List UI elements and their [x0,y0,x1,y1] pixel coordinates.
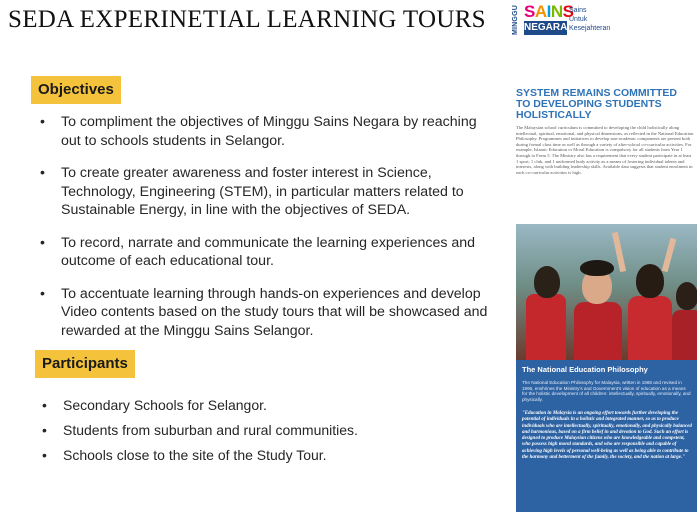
logo-letter: A [534,2,547,21]
participant-item: • Schools close to the site of the Study Tour. [42,446,482,464]
logo-tagline-line: Untuk [569,16,588,23]
participant-item: • Secondary Schools for Selangor. [42,396,482,414]
objective-item: • To accentuate learning through hands-on experiences and develop Video contents based on the study tours that will be showcased and rewarded at the Minggu Sains Selangor. [40,285,490,341]
logo-letter: N [550,2,563,21]
objective-item: • To create greater awareness and foster interest in Science, Technology, Engineering (STEM), in particular matters related to Sustainable Energy, in line with the objectives of SEDA. [40,164,490,220]
philosophy-title: The National Education Philosophy [522,365,648,374]
participant-item: • Students from suburban and rural communities. [42,421,482,439]
philosophy-panel [516,360,697,512]
participants-list [42,396,482,471]
students-photo [516,224,697,360]
logo-tagline [569,6,610,33]
participants-heading: Participants [35,350,135,378]
slide-title: SEDA EXPERINETIAL LEARNING TOURS [8,6,486,33]
logo-tagline-line: Sains [569,7,587,14]
logo-negara-text: NEGARA [524,22,568,33]
objectives-heading: Objectives [31,76,121,104]
logo-tagline-line: Kesejahteran [569,25,611,32]
objectives-list [40,113,490,354]
brochure-heading: SYSTEM REMAINS COMMITTED TO DEVELOPING STUDENTS HOLISTICALLY [516,87,678,121]
minggu-sains-negara-logo [512,3,612,37]
objective-item: • To compliment the objectives of Minggu Sains Negara by reaching out to schools students in Selangor. [40,113,490,150]
brochure-body-text: The Malaysian school curriculum is committed to developing the child holistically along intellectual, spiritual, emotional, and physical dimensions, as reflected in the National Education Philosophy. Programmes and initiatives to develop non-academic components are present both during formal class time as well as through a variety of after-school co-curricular activities. For example, Islamic Education or Moral Education is compulsory for all students from Year 1 through to Form 5. The Ministry also has a requirement that every student participate in at least 1 sport, 1 club, and 1 uniformed body activity as a means of fostering individual talents and interests, along with building leadership skills. Available data suggests that student enrolment in each co-curricular activities is high. [516,125,694,175]
philosophy-quote: "Education in Malaysia is an ongoing effort towards further developing the potential of individuals in a holistic and integrated manner, so as to produce individuals who are intellectually, spiritually, emotionally, and physically balanced and harmonious, based on a firm belief in and devotion to God. Such an effort is designed to produce Malaysian citizens who are knowledgeable and competent, who possess high moral standards, and who are responsible and capable of achieving high levels of personal well-being as well as being able to contribute to the harmony and betterment of the family, the society, and the nation at large." [522,411,692,461]
philosophy-text: The National Education Philosophy for Malaysia, written in 1988 and revised in 1996, enshrines the Ministry's and Government's vision of education as a means for the holistic development of all children: intellectually, spiritually, emotionally, and physically. [522,380,691,402]
logo-minggu-text: MINGGU [512,5,519,35]
logo-letter: S [562,2,574,21]
logo-sains-text [524,3,573,21]
logo-letter: S [524,2,535,21]
brochure-image [512,80,697,512]
objective-item: • To record, narrate and communicate the learning experiences and outcome of each educational tour. [40,234,490,271]
logo-letter: I [546,2,551,21]
